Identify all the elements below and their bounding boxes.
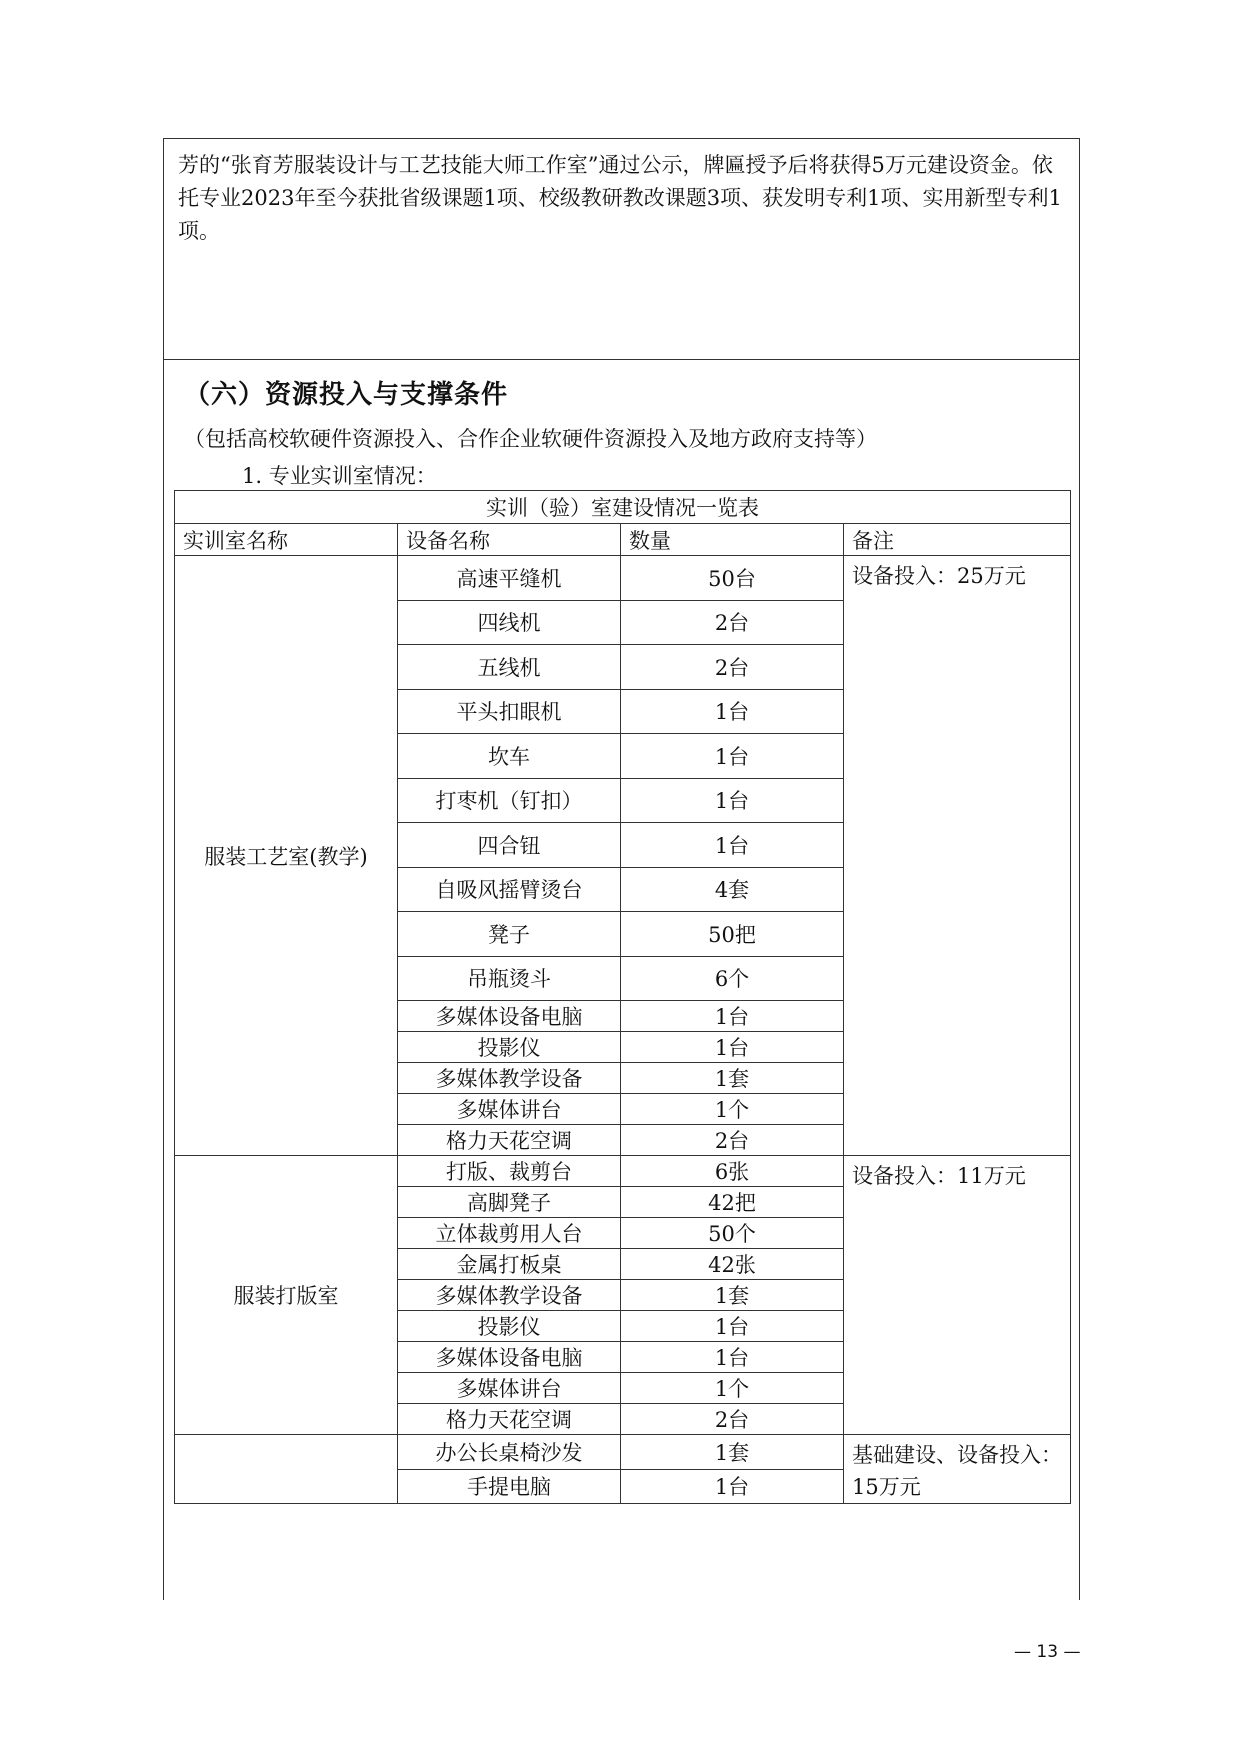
table-caption-row bbox=[175, 491, 1071, 524]
equipment-cell: 四合钮 bbox=[398, 823, 621, 868]
equipment-cell: 打枣机（钉扣） bbox=[398, 778, 621, 823]
table-row bbox=[175, 1435, 1071, 1470]
header-note: 备注 bbox=[844, 524, 1071, 556]
quantity-cell: 50台 bbox=[621, 556, 844, 601]
equipment-cell: 吊瓶烫斗 bbox=[398, 956, 621, 1001]
equipment-cell: 投影仪 bbox=[398, 1032, 621, 1063]
room-name-cell: 服装打版室 bbox=[175, 1156, 398, 1435]
quantity-cell: 1台 bbox=[621, 1032, 844, 1063]
equipment-cell: 凳子 bbox=[398, 912, 621, 957]
quantity-cell: 50把 bbox=[621, 912, 844, 957]
section-title: （六）资源投入与支撑条件 bbox=[184, 380, 509, 410]
quantity-cell: 1台 bbox=[621, 1311, 844, 1342]
section-note: （包括高校软硬件资源投入、合作企业软硬件资源投入及地方政府支持等） bbox=[184, 427, 877, 451]
equipment-cell: 平头扣眼机 bbox=[398, 689, 621, 734]
equipment-cell: 多媒体设备电脑 bbox=[398, 1342, 621, 1373]
equipment-cell: 高速平缝机 bbox=[398, 556, 621, 601]
equipment-cell: 多媒体讲台 bbox=[398, 1373, 621, 1404]
item-title: 1. 专业实训室情况： bbox=[242, 464, 437, 488]
quantity-cell: 1套 bbox=[621, 1063, 844, 1094]
quantity-cell: 1台 bbox=[621, 1001, 844, 1032]
intro-box bbox=[164, 138, 1079, 360]
page-frame bbox=[163, 138, 1080, 1600]
header-quantity: 数量 bbox=[621, 524, 844, 556]
equipment-cell: 立体裁剪用人台 bbox=[398, 1218, 621, 1249]
equipment-cell: 多媒体教学设备 bbox=[398, 1063, 621, 1094]
header-equipment: 设备名称 bbox=[398, 524, 621, 556]
table-header-row bbox=[175, 524, 1071, 556]
lab-table bbox=[174, 490, 1071, 1504]
quantity-cell: 1台 bbox=[621, 689, 844, 734]
header-room: 实训室名称 bbox=[175, 524, 398, 556]
equipment-cell: 金属打板桌 bbox=[398, 1249, 621, 1280]
note-cell: 基础建设、设备投入：15万元 bbox=[844, 1435, 1071, 1504]
equipment-cell: 格力天花空调 bbox=[398, 1125, 621, 1156]
room-name-cell bbox=[175, 1435, 398, 1504]
equipment-cell: 办公长桌椅沙发 bbox=[398, 1435, 621, 1470]
quantity-cell: 4套 bbox=[621, 867, 844, 912]
quantity-cell: 42把 bbox=[621, 1187, 844, 1218]
quantity-cell: 6张 bbox=[621, 1156, 844, 1187]
equipment-cell: 手提电脑 bbox=[398, 1469, 621, 1504]
quantity-cell: 2台 bbox=[621, 1125, 844, 1156]
quantity-cell: 1套 bbox=[621, 1280, 844, 1311]
equipment-cell: 五线机 bbox=[398, 645, 621, 690]
equipment-cell: 四线机 bbox=[398, 600, 621, 645]
equipment-cell: 打版、裁剪台 bbox=[398, 1156, 621, 1187]
quantity-cell: 1套 bbox=[621, 1435, 844, 1470]
quantity-cell: 1台 bbox=[621, 1469, 844, 1504]
quantity-cell: 6个 bbox=[621, 956, 844, 1001]
page-number: — 13 — bbox=[1014, 1642, 1081, 1662]
quantity-cell: 1台 bbox=[621, 823, 844, 868]
table-row bbox=[175, 556, 1071, 601]
table-caption: 实训（验）室建设情况一览表 bbox=[175, 491, 1071, 524]
quantity-cell: 42张 bbox=[621, 1249, 844, 1280]
equipment-cell: 多媒体教学设备 bbox=[398, 1280, 621, 1311]
equipment-cell: 多媒体设备电脑 bbox=[398, 1001, 621, 1032]
quantity-cell: 1个 bbox=[621, 1373, 844, 1404]
equipment-cell: 多媒体讲台 bbox=[398, 1094, 621, 1125]
room-name-cell: 服装工艺室(教学) bbox=[175, 556, 398, 1156]
quantity-cell: 1台 bbox=[621, 1342, 844, 1373]
quantity-cell: 2台 bbox=[621, 645, 844, 690]
equipment-cell: 自吸风摇臂烫台 bbox=[398, 867, 621, 912]
table-row bbox=[175, 1156, 1071, 1187]
equipment-cell: 投影仪 bbox=[398, 1311, 621, 1342]
quantity-cell: 50个 bbox=[621, 1218, 844, 1249]
quantity-cell: 1台 bbox=[621, 734, 844, 779]
note-cell: 设备投入：25万元 bbox=[844, 556, 1071, 1156]
quantity-cell: 1台 bbox=[621, 778, 844, 823]
quantity-cell: 2台 bbox=[621, 600, 844, 645]
note-cell: 设备投入：11万元 bbox=[844, 1156, 1071, 1435]
equipment-cell: 坎车 bbox=[398, 734, 621, 779]
quantity-cell: 2台 bbox=[621, 1404, 844, 1435]
quantity-cell: 1个 bbox=[621, 1094, 844, 1125]
equipment-cell: 格力天花空调 bbox=[398, 1404, 621, 1435]
intro-paragraph: 芳的“张育芳服装设计与工艺技能大师工作室”通过公示，牌匾授予后将获得5万元建设资金。依托专业2023年至今获批省级课题1项、校级教研教改课题3项、获发明专利1项、实用新型专利1项。 bbox=[178, 153, 1062, 243]
equipment-cell: 高脚凳子 bbox=[398, 1187, 621, 1218]
